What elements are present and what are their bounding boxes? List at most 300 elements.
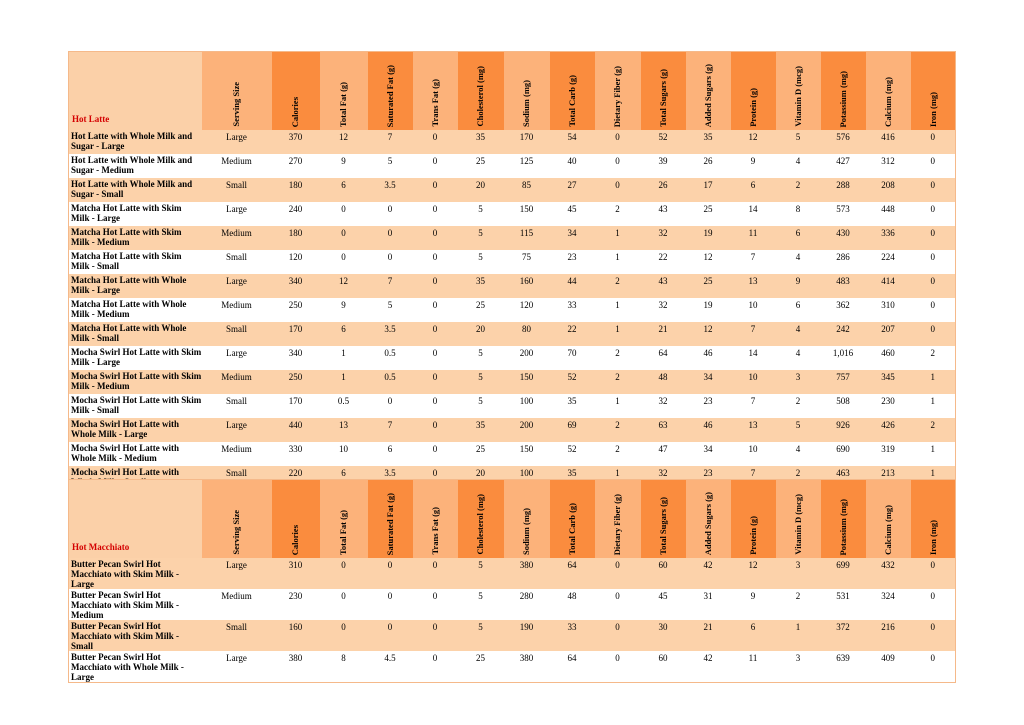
nutrient-value: 14 (731, 346, 776, 370)
nutrient-value: 69 (550, 418, 595, 442)
nutrient-value: 216 (866, 620, 911, 651)
nutrient-value: Large (202, 558, 272, 589)
section-title: Hot Macchiato (69, 480, 202, 559)
nutrient-value: 0 (368, 250, 413, 274)
column-header: Calories (272, 480, 320, 559)
column-header: Total Carb (g) (550, 52, 595, 131)
nutrient-value: 26 (686, 154, 731, 178)
nutrient-value: 43 (641, 274, 686, 298)
nutrient-value: 409 (866, 651, 911, 683)
table-row (69, 370, 956, 394)
column-header: Potassium (mg) (821, 480, 866, 559)
nutrient-value: 7 (731, 394, 776, 418)
nutrient-value: 340 (272, 274, 320, 298)
nutrient-value: 10 (731, 442, 776, 466)
table-row (69, 620, 956, 651)
nutrient-value: 150 (504, 370, 550, 394)
nutrient-value: 250 (272, 298, 320, 322)
nutrient-value: 639 (821, 651, 866, 683)
nutrient-value: 0 (911, 130, 956, 154)
nutrient-value: 5 (368, 154, 413, 178)
table-row (69, 178, 956, 202)
nutrient-value: 230 (866, 394, 911, 418)
nutrient-value: 0 (368, 589, 413, 620)
nutrient-value: 0 (413, 442, 458, 466)
nutrient-value: 52 (641, 130, 686, 154)
nutrient-value: 1 (911, 466, 956, 491)
nutrient-value: 2 (595, 370, 641, 394)
nutrient-value: 0 (595, 178, 641, 202)
nutrient-value: 0 (413, 589, 458, 620)
table-row (69, 322, 956, 346)
column-header: Vitamin D (mcg) (776, 480, 821, 559)
nutrient-value: 8 (320, 651, 368, 683)
nutrient-value: 7 (731, 322, 776, 346)
nutrient-value: 380 (504, 651, 550, 683)
nutrient-value: 13 (320, 418, 368, 442)
nutrient-value: 5 (458, 226, 504, 250)
nutrient-value: 380 (504, 558, 550, 589)
nutrient-value: 46 (686, 418, 731, 442)
nutrient-value: 170 (272, 394, 320, 418)
nutrient-value: 0.5 (320, 394, 368, 418)
nutrient-value: 362 (821, 298, 866, 322)
nutrient-value: 0 (595, 651, 641, 683)
nutrient-value: 416 (866, 130, 911, 154)
column-header: Iron (mg) (911, 52, 956, 131)
nutrient-value: 33 (550, 298, 595, 322)
nutrient-value: 2 (776, 466, 821, 491)
nutrient-value: 0 (911, 298, 956, 322)
nutrient-value: 5 (776, 418, 821, 442)
column-header: Serving Size (202, 52, 272, 131)
nutrient-value: 4 (776, 346, 821, 370)
nutrient-value: 6 (776, 226, 821, 250)
nutrient-value: 3.5 (368, 322, 413, 346)
nutrient-value: 699 (821, 558, 866, 589)
nutrient-value: 483 (821, 274, 866, 298)
nutrient-value: 4.5 (368, 651, 413, 683)
column-header: Saturated Fat (g) (368, 480, 413, 559)
nutrient-value: 0 (595, 620, 641, 651)
nutrient-value: 32 (641, 226, 686, 250)
nutrient-value: 0 (320, 202, 368, 226)
column-header: Calories (272, 52, 320, 131)
nutrient-value: 75 (504, 250, 550, 274)
nutrient-value: 32 (641, 394, 686, 418)
nutrient-value: 60 (641, 558, 686, 589)
nutrient-value: 35 (550, 466, 595, 491)
nutrient-value: 432 (866, 558, 911, 589)
nutrient-value: 0 (911, 589, 956, 620)
nutrient-value: 2 (595, 442, 641, 466)
table-row (69, 130, 956, 154)
nutrient-value: 310 (272, 558, 320, 589)
nutrient-value: 190 (504, 620, 550, 651)
item-name: Butter Pecan Swirl Hot Macchiato with Skim Milk - Large (69, 558, 202, 589)
nutrient-value: 1 (911, 370, 956, 394)
nutrient-value: 5 (776, 130, 821, 154)
column-header: Trans Fat (g) (413, 480, 458, 559)
nutrient-value: 20 (458, 466, 504, 491)
nutrient-value: 2 (595, 418, 641, 442)
nutrient-value: 4 (776, 154, 821, 178)
item-name: Butter Pecan Swirl Hot Macchiato with Skim Milk - Small (69, 620, 202, 651)
nutrient-value: 35 (550, 394, 595, 418)
nutrient-value: 0 (413, 651, 458, 683)
nutrient-value: 35 (458, 274, 504, 298)
nutrient-value: 531 (821, 589, 866, 620)
nutrient-value: 11 (731, 226, 776, 250)
nutrient-value: 180 (272, 226, 320, 250)
nutrient-value: 1 (595, 322, 641, 346)
item-name: Matcha Hot Latte with Whole Milk - Medium (69, 298, 202, 322)
nutrient-value: Large (202, 346, 272, 370)
nutrient-value: 5 (458, 250, 504, 274)
nutrient-value: Large (202, 418, 272, 442)
nutrient-value: 220 (272, 466, 320, 491)
table-row (69, 154, 956, 178)
nutrient-value: 25 (458, 651, 504, 683)
column-header: Added Sugars (g) (686, 52, 731, 131)
nutrient-value: 12 (731, 558, 776, 589)
table-row (69, 418, 956, 442)
nutrient-value: Small (202, 178, 272, 202)
nutrient-value: 0.5 (368, 346, 413, 370)
nutrient-value: 9 (776, 274, 821, 298)
item-name: Butter Pecan Swirl Hot Macchiato with Whole Milk - Large (69, 651, 202, 683)
nutrient-value: 0 (595, 589, 641, 620)
nutrient-value: Small (202, 322, 272, 346)
nutrient-value: 32 (641, 298, 686, 322)
nutrient-value: 463 (821, 466, 866, 491)
nutrient-value: 2 (911, 418, 956, 442)
nutrient-value: 160 (272, 620, 320, 651)
nutrient-value: 0 (320, 226, 368, 250)
nutrient-value: 0 (320, 620, 368, 651)
nutrient-value: 12 (686, 322, 731, 346)
nutrient-value: 6 (320, 322, 368, 346)
nutrient-value: 30 (641, 620, 686, 651)
hot-latte-table (68, 51, 956, 491)
nutrient-value: 8 (776, 202, 821, 226)
nutrient-value: 0 (320, 558, 368, 589)
nutrient-value: 25 (458, 442, 504, 466)
nutrient-value: Large (202, 202, 272, 226)
nutrient-value: 100 (504, 466, 550, 491)
column-header: Total Carb (g) (550, 480, 595, 559)
nutrient-value: 26 (641, 178, 686, 202)
nutrient-value: 120 (272, 250, 320, 274)
nutrient-value: 3.5 (368, 466, 413, 491)
nutrient-value: 115 (504, 226, 550, 250)
nutrient-value: 0 (911, 620, 956, 651)
nutrient-value: 4 (776, 322, 821, 346)
nutrient-value: 372 (821, 620, 866, 651)
nutrient-value: 25 (686, 202, 731, 226)
nutrient-value: 1 (595, 466, 641, 491)
nutrient-value: 1 (776, 620, 821, 651)
nutrient-value: 0 (368, 620, 413, 651)
column-header: Potassium (mg) (821, 52, 866, 131)
nutrient-value: 0 (911, 322, 956, 346)
nutrient-value: Large (202, 130, 272, 154)
nutrient-value: 250 (272, 370, 320, 394)
nutrient-value: 0 (413, 394, 458, 418)
nutrient-value: 70 (550, 346, 595, 370)
item-name: Mocha Swirl Hot Latte with Skim Milk - Large (69, 346, 202, 370)
nutrient-value: 0 (368, 558, 413, 589)
nutrient-value: 690 (821, 442, 866, 466)
nutrient-value: 100 (504, 394, 550, 418)
nutrient-value: 0 (413, 298, 458, 322)
nutrient-value: 440 (272, 418, 320, 442)
nutrient-value: 64 (550, 651, 595, 683)
nutrient-value: 10 (320, 442, 368, 466)
item-name: Hot Latte with Whole Milk and Sugar - Large (69, 130, 202, 154)
nutrient-value: 34 (686, 370, 731, 394)
nutrient-value: 64 (550, 558, 595, 589)
hot-macchiato-table (68, 479, 956, 683)
nutrient-value: 5 (458, 558, 504, 589)
nutrient-value: 120 (504, 298, 550, 322)
nutrient-value: 0 (413, 466, 458, 491)
nutrient-value: 3 (776, 370, 821, 394)
nutrient-value: 0 (413, 418, 458, 442)
nutrient-value: 3.5 (368, 178, 413, 202)
nutrient-value: 48 (641, 370, 686, 394)
nutrient-value: 5 (368, 298, 413, 322)
nutrient-value: 60 (641, 651, 686, 683)
nutrient-value: 240 (272, 202, 320, 226)
nutrient-value: 23 (686, 466, 731, 491)
nutrient-value: 0 (911, 154, 956, 178)
nutrient-value: 6 (320, 466, 368, 491)
nutrient-value: 19 (686, 298, 731, 322)
nutrient-value: 35 (458, 130, 504, 154)
nutrient-value: 13 (731, 418, 776, 442)
nutrient-value: 426 (866, 418, 911, 442)
column-header: Protein (g) (731, 52, 776, 131)
table-row (69, 298, 956, 322)
nutrient-value: 330 (272, 442, 320, 466)
nutrient-value: 22 (550, 322, 595, 346)
nutrient-value: 20 (458, 322, 504, 346)
nutrient-value: 6 (368, 442, 413, 466)
table-row (69, 394, 956, 418)
nutrient-value: Large (202, 651, 272, 683)
item-name: Matcha Hot Latte with Whole Milk - Small (69, 322, 202, 346)
nutrient-value: 2 (911, 346, 956, 370)
nutrient-value: 13 (731, 274, 776, 298)
column-header: Cholesterol (mg) (458, 480, 504, 559)
column-header: Dietary Fiber (g) (595, 52, 641, 131)
nutrient-value: Medium (202, 370, 272, 394)
nutrient-value: 40 (550, 154, 595, 178)
nutrient-value: 21 (686, 620, 731, 651)
nutrient-value: 0 (368, 394, 413, 418)
nutrient-value: 43 (641, 202, 686, 226)
nutrient-value: 0 (413, 370, 458, 394)
nutrient-value: 42 (686, 558, 731, 589)
nutrient-value: 5 (458, 394, 504, 418)
column-header: Serving Size (202, 480, 272, 559)
table-row (69, 442, 956, 466)
column-header: Calcium (mg) (866, 480, 911, 559)
nutrient-value: 345 (866, 370, 911, 394)
nutrient-value: 22 (641, 250, 686, 274)
nutrient-value: 5 (458, 370, 504, 394)
nutrient-value: 1 (595, 394, 641, 418)
nutrient-value: 6 (320, 178, 368, 202)
nutrient-value: 4 (776, 442, 821, 466)
nutrient-value: 46 (686, 346, 731, 370)
nutrient-value: 312 (866, 154, 911, 178)
nutrient-value: 0 (911, 202, 956, 226)
item-name: Butter Pecan Swirl Hot Macchiato with Skim Milk - Medium (69, 589, 202, 620)
nutrient-value: 0 (413, 202, 458, 226)
nutrient-value: 0 (413, 250, 458, 274)
nutrient-value: 7 (731, 466, 776, 491)
nutrient-value: 5 (458, 589, 504, 620)
nutrient-value: Medium (202, 589, 272, 620)
nutrient-value: 427 (821, 154, 866, 178)
item-name: Matcha Hot Latte with Skim Milk - Medium (69, 226, 202, 250)
nutrient-value: Medium (202, 442, 272, 466)
nutrient-value: 5 (458, 202, 504, 226)
nutrient-value: 33 (550, 620, 595, 651)
nutrient-value: 6 (731, 620, 776, 651)
nutrient-value: 45 (550, 202, 595, 226)
table-row (69, 250, 956, 274)
nutrient-value: 208 (866, 178, 911, 202)
column-header: Total Fat (g) (320, 480, 368, 559)
nutrient-value: 2 (776, 178, 821, 202)
table-row (69, 274, 956, 298)
nutrient-value: 448 (866, 202, 911, 226)
nutrient-value: 414 (866, 274, 911, 298)
nutrient-value: Large (202, 274, 272, 298)
item-name: Matcha Hot Latte with Skim Milk - Small (69, 250, 202, 274)
nutrient-value: 0 (413, 154, 458, 178)
nutrient-value: 5 (458, 620, 504, 651)
nutrient-value: 2 (776, 589, 821, 620)
nutrient-value: 0 (911, 226, 956, 250)
nutrient-value: 0 (911, 651, 956, 683)
item-name: Matcha Hot Latte with Whole Milk - Large (69, 274, 202, 298)
nutrient-value: 340 (272, 346, 320, 370)
nutrient-value: 14 (731, 202, 776, 226)
nutrient-value: Small (202, 394, 272, 418)
nutrient-value: 286 (821, 250, 866, 274)
nutrient-value: 7 (731, 250, 776, 274)
column-header: Trans Fat (g) (413, 52, 458, 131)
column-header: Added Sugars (g) (686, 480, 731, 559)
nutrient-value: 52 (550, 442, 595, 466)
nutrient-value: 25 (458, 154, 504, 178)
nutrient-value: 160 (504, 274, 550, 298)
column-header: Protein (g) (731, 480, 776, 559)
nutrient-value: 10 (731, 298, 776, 322)
nutrient-value: 242 (821, 322, 866, 346)
nutrient-value: 1 (595, 226, 641, 250)
nutrient-value: 63 (641, 418, 686, 442)
table-row (69, 226, 956, 250)
nutrient-value: 9 (320, 298, 368, 322)
item-name: Mocha Swirl Hot Latte with Whole Milk - Medium (69, 442, 202, 466)
nutrient-value: Small (202, 620, 272, 651)
nutrient-value: 319 (866, 442, 911, 466)
nutrient-value: 64 (641, 346, 686, 370)
nutrient-value: 288 (821, 178, 866, 202)
nutrient-value: 1 (595, 250, 641, 274)
nutrient-value: 0 (413, 558, 458, 589)
nutrient-value: 3 (776, 558, 821, 589)
nutrient-value: 48 (550, 589, 595, 620)
column-header: Dietary Fiber (g) (595, 480, 641, 559)
nutrient-value: 0 (911, 178, 956, 202)
table-row (69, 558, 956, 589)
nutrient-value: 213 (866, 466, 911, 491)
nutrient-value: 170 (272, 322, 320, 346)
nutrient-value: 430 (821, 226, 866, 250)
nutrient-value: 200 (504, 418, 550, 442)
nutrient-value: 20 (458, 178, 504, 202)
nutrient-value: 0 (413, 620, 458, 651)
nutrient-value: 7 (368, 418, 413, 442)
nutrient-value: 926 (821, 418, 866, 442)
nutrient-value: 270 (272, 154, 320, 178)
nutrient-value: 27 (550, 178, 595, 202)
item-name: Hot Latte with Whole Milk and Sugar - Medium (69, 154, 202, 178)
column-header: Total Sugars (g) (641, 52, 686, 131)
nutrient-value: 0 (320, 250, 368, 274)
nutrient-value: 6 (731, 178, 776, 202)
nutrient-value: 125 (504, 154, 550, 178)
nutrient-value: 11 (731, 651, 776, 683)
nutrient-value: 1 (320, 346, 368, 370)
nutrient-value: 0 (413, 226, 458, 250)
nutrient-value: 35 (458, 418, 504, 442)
nutrient-value: 44 (550, 274, 595, 298)
nutrient-value: 0 (911, 558, 956, 589)
nutrient-value: 12 (320, 274, 368, 298)
nutrient-value: Medium (202, 226, 272, 250)
nutrient-value: 80 (504, 322, 550, 346)
nutrient-value: 9 (320, 154, 368, 178)
nutrient-value: 17 (686, 178, 731, 202)
item-name: Mocha Swirl Hot Latte with Skim Milk - Small (69, 394, 202, 418)
nutrient-value: 31 (686, 589, 731, 620)
column-header: Sodium (mg) (504, 52, 550, 131)
nutrient-value: 10 (731, 370, 776, 394)
nutrient-value: 47 (641, 442, 686, 466)
nutrient-value: Small (202, 250, 272, 274)
nutrient-value: 0 (911, 250, 956, 274)
section-title: Hot Latte (69, 52, 202, 131)
column-header: Saturated Fat (g) (368, 52, 413, 131)
item-name: Hot Latte with Whole Milk and Sugar - Small (69, 178, 202, 202)
nutrient-value: Medium (202, 298, 272, 322)
nutrient-value: 12 (686, 250, 731, 274)
nutrient-value: 1 (911, 394, 956, 418)
nutrient-value: 9 (731, 154, 776, 178)
nutrient-value: 370 (272, 130, 320, 154)
nutrient-value: 150 (504, 442, 550, 466)
nutrient-value: Medium (202, 154, 272, 178)
nutrient-value: 1 (595, 298, 641, 322)
nutrient-value: Small (202, 466, 272, 491)
